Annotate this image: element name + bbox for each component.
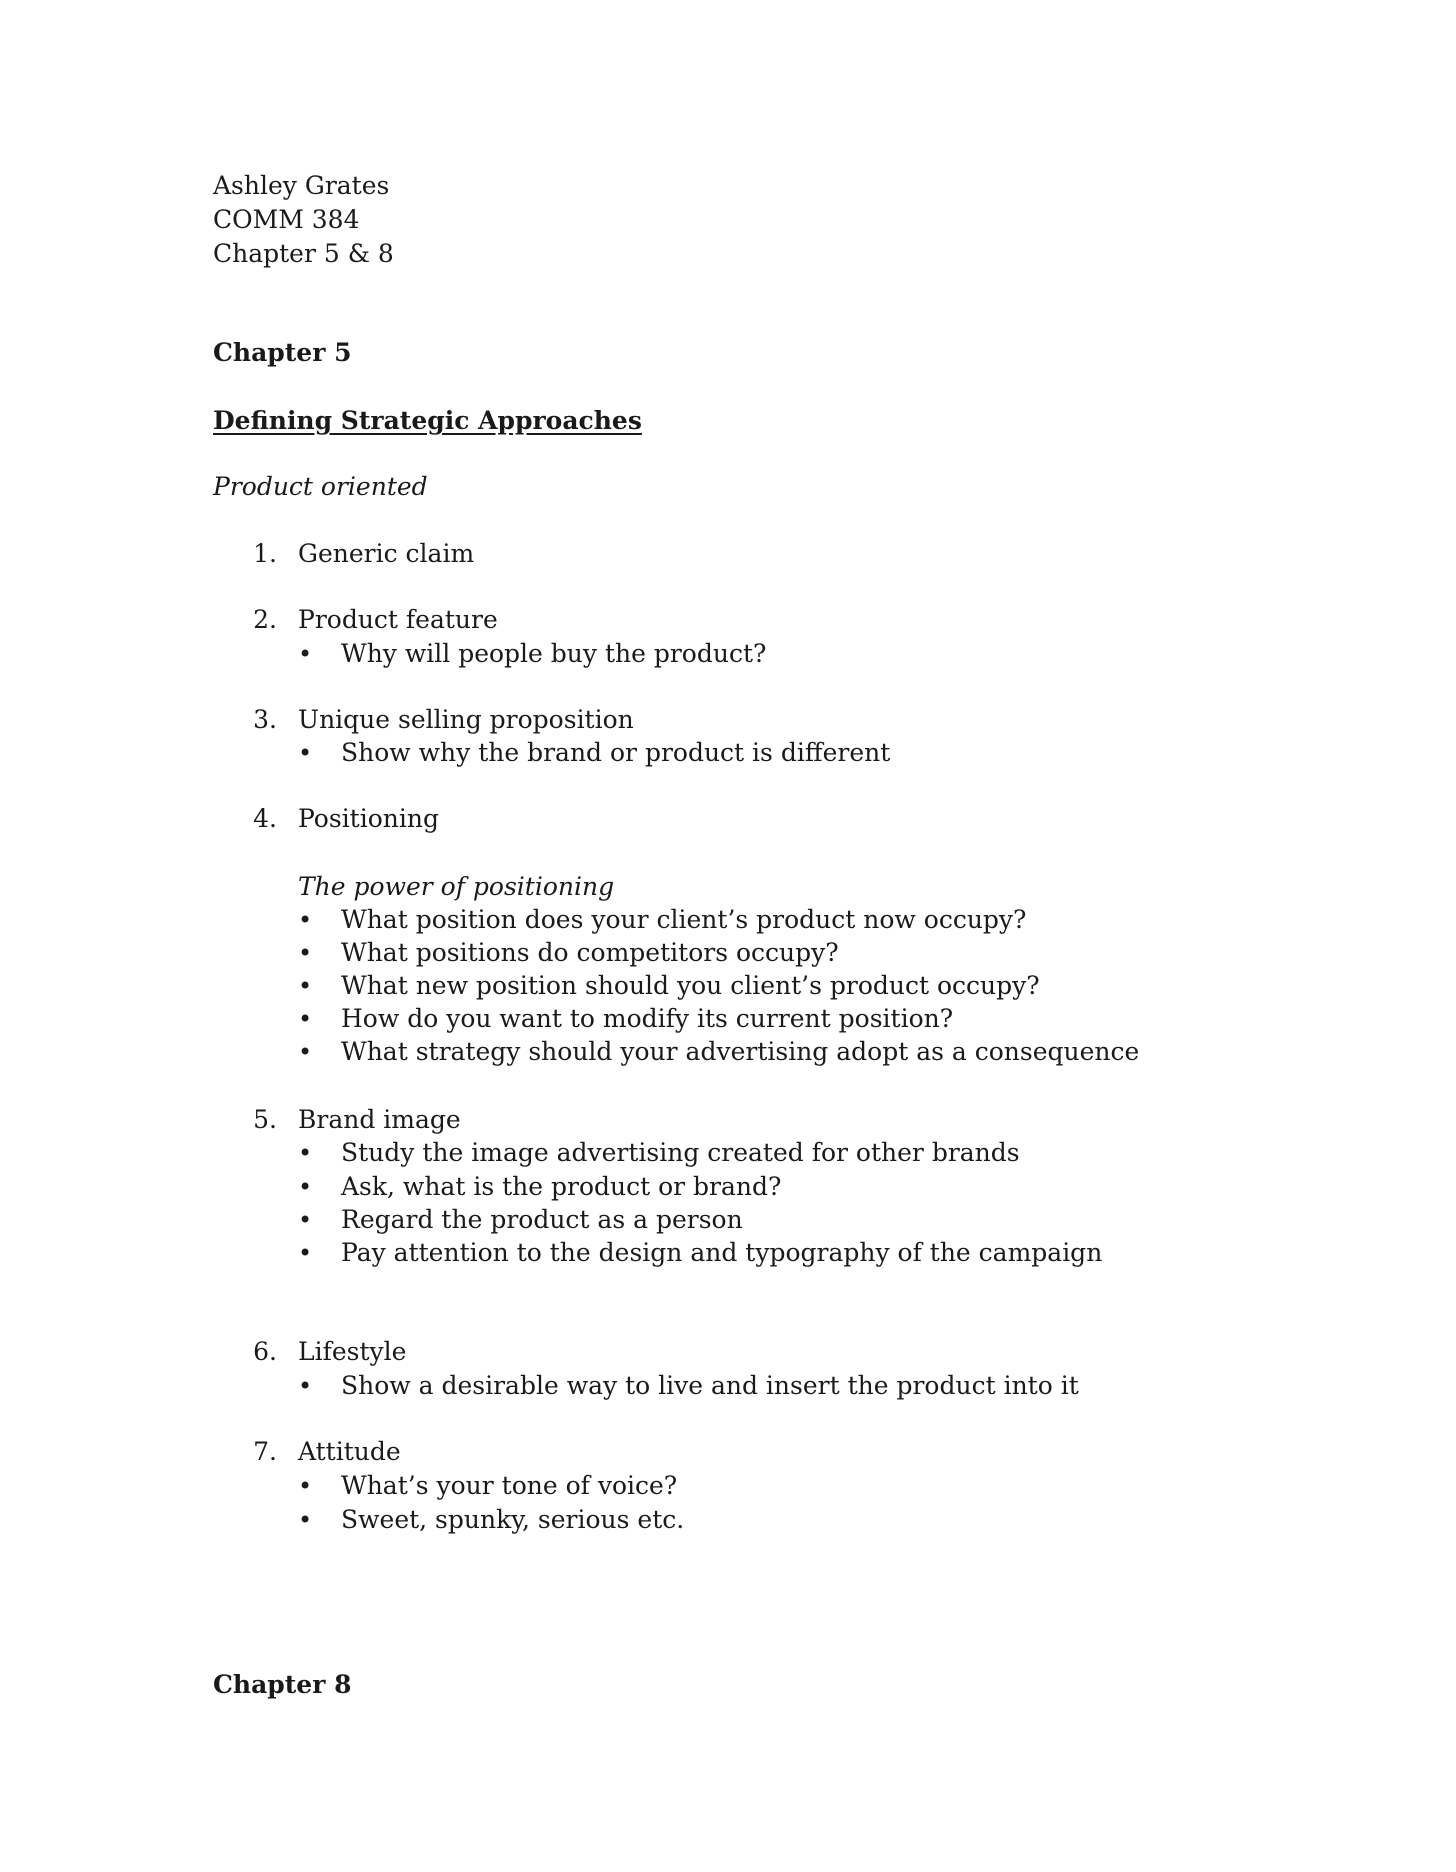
list-number: 3. <box>253 705 277 734</box>
course-code: COMM 384 <box>213 205 360 234</box>
list-item: Lifestyle <box>298 1337 407 1366</box>
bullet-text: Regard the product as a person <box>341 1205 743 1234</box>
bullet-text: What position does your client’s product now occupy? <box>341 905 1027 934</box>
bullet-text: Ask, what is the product or brand? <box>341 1172 782 1201</box>
list-number: 4. <box>253 804 277 833</box>
bullet-icon: • <box>298 1472 313 1500</box>
bullet-icon: • <box>298 1139 313 1167</box>
positioning-note: The power of positioning <box>298 872 615 901</box>
list-number: 7. <box>253 1437 277 1466</box>
bullet-text: How do you want to modify its current position? <box>341 1004 954 1033</box>
bullet-text: Study the image advertising created for other brands <box>341 1138 1020 1167</box>
bullet-icon: • <box>298 1038 313 1066</box>
bullet-icon: • <box>298 1506 313 1534</box>
bullet-text: What positions do competitors occupy? <box>341 938 839 967</box>
bullet-text: Sweet, spunky, serious etc. <box>341 1505 685 1534</box>
list-number: 6. <box>253 1337 277 1366</box>
chapter-5-heading: Chapter 5 <box>213 338 352 367</box>
list-item: Brand image <box>298 1105 461 1134</box>
bullet-text: Pay attention to the design and typography of the campaign <box>341 1238 1103 1267</box>
chapter-range: Chapter 5 & 8 <box>213 239 394 268</box>
bullet-icon: • <box>298 640 313 668</box>
bullet-icon: • <box>298 1005 313 1033</box>
bullet-text: Show why the brand or product is different <box>341 738 891 767</box>
list-number: 1. <box>253 539 277 568</box>
list-number: 5. <box>253 1105 277 1134</box>
list-item: Generic claim <box>298 539 475 568</box>
list-item: Unique selling proposition <box>298 705 634 734</box>
bullet-icon: • <box>298 1372 313 1400</box>
bullet-icon: • <box>298 1206 313 1234</box>
author-name: Ashley Grates <box>213 171 390 200</box>
list-item: Positioning <box>298 804 439 833</box>
list-item: Attitude <box>298 1437 401 1466</box>
chapter-8-heading: Chapter 8 <box>213 1670 352 1699</box>
bullet-text: What’s your tone of voice? <box>341 1471 678 1500</box>
list-number: 2. <box>253 605 277 634</box>
bullet-text: What strategy should your advertising adopt as a consequence <box>341 1037 1140 1066</box>
bullet-icon: • <box>298 972 313 1000</box>
bullet-text: Why will people buy the product? <box>341 639 767 668</box>
bullet-icon: • <box>298 906 313 934</box>
section-title: Defining Strategic Approaches <box>213 406 642 435</box>
bullet-icon: • <box>298 739 313 767</box>
bullet-text: What new position should you client’s product occupy? <box>341 971 1040 1000</box>
bullet-text: Show a desirable way to live and insert the product into it <box>341 1371 1079 1400</box>
bullet-icon: • <box>298 939 313 967</box>
bullet-icon: • <box>298 1239 313 1267</box>
bullet-icon: • <box>298 1173 313 1201</box>
subsection-title: Product oriented <box>213 472 428 501</box>
list-item: Product feature <box>298 605 498 634</box>
